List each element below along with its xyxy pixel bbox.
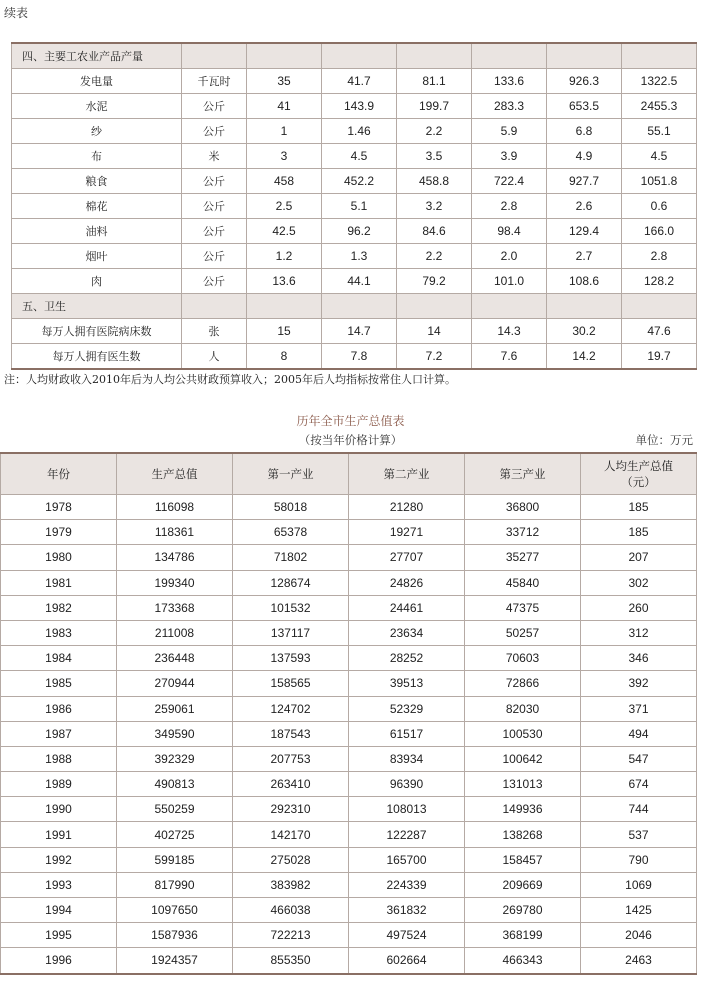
value-cell: 926.3 — [547, 69, 622, 94]
value-cell: 1425 — [581, 898, 697, 923]
value-cell: 537 — [581, 822, 697, 847]
value-cell: 2.5 — [247, 194, 322, 219]
value-cell: 3.9 — [472, 144, 547, 169]
value-cell: 28252 — [349, 646, 465, 671]
year-cell: 1993 — [1, 872, 117, 897]
value-cell: 96390 — [349, 772, 465, 797]
table-row — [12, 319, 697, 344]
value-cell: 128674 — [233, 570, 349, 595]
value-cell: 44.1 — [322, 269, 397, 294]
value-cell: 855350 — [233, 948, 349, 974]
value-cell: 497524 — [349, 923, 465, 948]
value-cell: 14.2 — [547, 344, 622, 370]
value-cell: 45840 — [465, 570, 581, 595]
year-cell: 1987 — [1, 721, 117, 746]
value-cell: 2.6 — [547, 194, 622, 219]
year-cell: 1980 — [1, 545, 117, 570]
value-cell: 722.4 — [472, 169, 547, 194]
value-cell — [472, 43, 547, 69]
value-cell: 402725 — [117, 822, 233, 847]
value-cell — [247, 294, 322, 319]
section-row — [12, 294, 697, 319]
value-cell: 224339 — [349, 872, 465, 897]
unit-cell: 公斤 — [182, 244, 247, 269]
gdp-history-table — [0, 452, 697, 975]
value-cell: 133.6 — [472, 69, 547, 94]
value-cell: 599185 — [117, 847, 233, 872]
value-cell — [547, 294, 622, 319]
value-cell: 158565 — [233, 671, 349, 696]
table-row — [1, 545, 697, 570]
value-cell: 21280 — [349, 495, 465, 520]
value-cell: 24826 — [349, 570, 465, 595]
table-row — [1, 620, 697, 645]
value-cell: 124702 — [233, 696, 349, 721]
table-row — [12, 219, 697, 244]
value-cell: 96.2 — [322, 219, 397, 244]
value-cell — [547, 43, 622, 69]
table-row — [1, 872, 697, 897]
value-cell: 7.6 — [472, 344, 547, 370]
value-cell: 199340 — [117, 570, 233, 595]
item-name: 布 — [12, 144, 182, 169]
table-row — [1, 847, 697, 872]
value-cell: 1.3 — [322, 244, 397, 269]
unit-cell: 千瓦时 — [182, 69, 247, 94]
table-row — [12, 344, 697, 370]
value-cell: 84.6 — [397, 219, 472, 244]
value-cell: 14 — [397, 319, 472, 344]
value-cell: 346 — [581, 646, 697, 671]
item-name: 粮食 — [12, 169, 182, 194]
year-cell: 1991 — [1, 822, 117, 847]
value-cell: 61517 — [349, 721, 465, 746]
value-cell: 15 — [247, 319, 322, 344]
value-cell — [322, 43, 397, 69]
value-cell — [622, 43, 697, 69]
year-cell: 1984 — [1, 646, 117, 671]
column-header: 年份 — [1, 453, 117, 495]
table-row — [1, 797, 697, 822]
value-cell: 19.7 — [622, 344, 697, 370]
value-cell: 101.0 — [472, 269, 547, 294]
value-cell: 207753 — [233, 746, 349, 771]
value-cell: 42.5 — [247, 219, 322, 244]
value-cell: 458 — [247, 169, 322, 194]
value-cell: 70603 — [465, 646, 581, 671]
value-cell: 108.6 — [547, 269, 622, 294]
value-cell: 79.2 — [397, 269, 472, 294]
table-row — [1, 822, 697, 847]
value-cell: 41 — [247, 94, 322, 119]
value-cell: 368199 — [465, 923, 581, 948]
value-cell: 101532 — [233, 595, 349, 620]
unit-cell — [182, 294, 247, 319]
value-cell: 122287 — [349, 822, 465, 847]
value-cell: 269780 — [465, 898, 581, 923]
gdp-table-subtitle: （按当年价格计算） — [298, 433, 403, 447]
unit-cell: 公斤 — [182, 194, 247, 219]
value-cell: 452.2 — [322, 169, 397, 194]
value-cell: 35277 — [465, 545, 581, 570]
year-cell: 1990 — [1, 797, 117, 822]
value-cell: 547 — [581, 746, 697, 771]
value-cell: 30.2 — [547, 319, 622, 344]
value-cell: 1.2 — [247, 244, 322, 269]
value-cell: 36800 — [465, 495, 581, 520]
value-cell: 185 — [581, 495, 697, 520]
item-name: 水泥 — [12, 94, 182, 119]
value-cell: 392329 — [117, 746, 233, 771]
value-cell: 1587936 — [117, 923, 233, 948]
value-cell: 83934 — [349, 746, 465, 771]
value-cell — [397, 294, 472, 319]
value-cell: 19271 — [349, 520, 465, 545]
value-cell: 1 — [247, 119, 322, 144]
table-row — [12, 169, 697, 194]
product-output-table — [11, 42, 697, 370]
value-cell: 817990 — [117, 872, 233, 897]
unit-cell: 人 — [182, 344, 247, 370]
value-cell: 312 — [581, 620, 697, 645]
value-cell: 47375 — [465, 595, 581, 620]
value-cell: 292310 — [233, 797, 349, 822]
column-header: 第一产业 — [233, 453, 349, 495]
value-cell: 1322.5 — [622, 69, 697, 94]
value-cell: 466343 — [465, 948, 581, 974]
value-cell: 207 — [581, 545, 697, 570]
table-row — [1, 923, 697, 948]
value-cell: 165700 — [349, 847, 465, 872]
value-cell: 361832 — [349, 898, 465, 923]
year-cell: 1985 — [1, 671, 117, 696]
value-cell: 39513 — [349, 671, 465, 696]
value-cell — [397, 43, 472, 69]
value-cell: 0.6 — [622, 194, 697, 219]
column-header: 第二产业 — [349, 453, 465, 495]
section-title: 四、主要工农业产品产量 — [12, 43, 182, 69]
value-cell: 722213 — [233, 923, 349, 948]
table-row — [12, 144, 697, 169]
value-cell: 50257 — [465, 620, 581, 645]
value-cell: 4.9 — [547, 144, 622, 169]
value-cell: 129.4 — [547, 219, 622, 244]
item-name: 发电量 — [12, 69, 182, 94]
value-cell: 4.5 — [322, 144, 397, 169]
value-cell: 3.2 — [397, 194, 472, 219]
unit-cell: 公斤 — [182, 219, 247, 244]
year-cell: 1995 — [1, 923, 117, 948]
column-header: 第三产业 — [465, 453, 581, 495]
value-cell: 137593 — [233, 646, 349, 671]
value-cell: 199.7 — [397, 94, 472, 119]
value-cell: 1069 — [581, 872, 697, 897]
item-name: 每万人拥有医生数 — [12, 344, 182, 370]
value-cell: 118361 — [117, 520, 233, 545]
value-cell: 466038 — [233, 898, 349, 923]
year-cell: 1983 — [1, 620, 117, 645]
section-title: 五、卫生 — [12, 294, 182, 319]
value-cell: 58018 — [233, 495, 349, 520]
table-row — [1, 520, 697, 545]
item-name: 油料 — [12, 219, 182, 244]
table-row — [1, 595, 697, 620]
value-cell: 674 — [581, 772, 697, 797]
value-cell: 2.8 — [622, 244, 697, 269]
value-cell: 2.7 — [547, 244, 622, 269]
year-cell: 1992 — [1, 847, 117, 872]
value-cell: 383982 — [233, 872, 349, 897]
value-cell: 3.5 — [397, 144, 472, 169]
year-cell: 1982 — [1, 595, 117, 620]
table-row — [12, 94, 697, 119]
value-cell: 100642 — [465, 746, 581, 771]
table-row — [12, 194, 697, 219]
value-cell: 2.0 — [472, 244, 547, 269]
value-cell: 134786 — [117, 545, 233, 570]
value-cell — [322, 294, 397, 319]
value-cell: 302 — [581, 570, 697, 595]
column-header: 生产总值 — [117, 453, 233, 495]
value-cell: 209669 — [465, 872, 581, 897]
year-cell: 1996 — [1, 948, 117, 974]
item-name: 每万人拥有医院病床数 — [12, 319, 182, 344]
value-cell: 166.0 — [622, 219, 697, 244]
value-cell: 137117 — [233, 620, 349, 645]
item-name: 烟叶 — [12, 244, 182, 269]
value-cell: 128.2 — [622, 269, 697, 294]
value-cell: 4.5 — [622, 144, 697, 169]
value-cell: 2.8 — [472, 194, 547, 219]
value-cell: 5.9 — [472, 119, 547, 144]
table-row — [1, 898, 697, 923]
unit-cell: 张 — [182, 319, 247, 344]
value-cell: 2.2 — [397, 244, 472, 269]
table-row — [1, 746, 697, 771]
value-cell: 82030 — [465, 696, 581, 721]
value-cell: 1051.8 — [622, 169, 697, 194]
value-cell — [472, 294, 547, 319]
gdp-table-title: 历年全市生产总值表 — [296, 414, 405, 428]
value-cell: 2455.3 — [622, 94, 697, 119]
value-cell: 143.9 — [322, 94, 397, 119]
year-cell: 1978 — [1, 495, 117, 520]
value-cell: 2046 — [581, 923, 697, 948]
year-cell: 1994 — [1, 898, 117, 923]
item-name: 纱 — [12, 119, 182, 144]
table-row — [1, 671, 697, 696]
value-cell: 5.1 — [322, 194, 397, 219]
value-cell: 72866 — [465, 671, 581, 696]
continued-label: 续表 — [4, 6, 29, 20]
unit-cell: 公斤 — [182, 94, 247, 119]
year-cell: 1988 — [1, 746, 117, 771]
value-cell: 211008 — [117, 620, 233, 645]
table-row — [1, 721, 697, 746]
value-cell: 131013 — [465, 772, 581, 797]
table-row — [12, 69, 697, 94]
value-cell: 458.8 — [397, 169, 472, 194]
value-cell: 2.2 — [397, 119, 472, 144]
value-cell: 8 — [247, 344, 322, 370]
value-cell: 490813 — [117, 772, 233, 797]
table-row — [12, 269, 697, 294]
table-row — [1, 495, 697, 520]
section-row — [12, 43, 697, 69]
value-cell: 602664 — [349, 948, 465, 974]
value-cell: 108013 — [349, 797, 465, 822]
value-cell: 149936 — [465, 797, 581, 822]
value-cell: 7.8 — [322, 344, 397, 370]
value-cell: 65378 — [233, 520, 349, 545]
unit-cell: 公斤 — [182, 119, 247, 144]
value-cell: 71802 — [233, 545, 349, 570]
value-cell: 24461 — [349, 595, 465, 620]
value-cell: 13.6 — [247, 269, 322, 294]
value-cell: 2463 — [581, 948, 697, 974]
unit-cell: 公斤 — [182, 169, 247, 194]
year-cell: 1981 — [1, 570, 117, 595]
value-cell: 35 — [247, 69, 322, 94]
value-cell: 236448 — [117, 646, 233, 671]
value-cell: 187543 — [233, 721, 349, 746]
column-header: 人均生产总值 （元） — [581, 453, 697, 495]
footnote: 注：人均财政收入2010年后为人均公共财政预算收入；2005年后人均指标按常住人口计算。 — [4, 373, 456, 386]
table-row — [1, 948, 697, 974]
value-cell — [622, 294, 697, 319]
value-cell: 349590 — [117, 721, 233, 746]
value-cell: 33712 — [465, 520, 581, 545]
value-cell: 260 — [581, 595, 697, 620]
value-cell: 41.7 — [322, 69, 397, 94]
value-cell: 98.4 — [472, 219, 547, 244]
value-cell: 158457 — [465, 847, 581, 872]
value-cell: 23634 — [349, 620, 465, 645]
value-cell: 14.3 — [472, 319, 547, 344]
value-cell: 275028 — [233, 847, 349, 872]
value-cell: 55.1 — [622, 119, 697, 144]
value-cell: 185 — [581, 520, 697, 545]
value-cell: 371 — [581, 696, 697, 721]
value-cell: 27707 — [349, 545, 465, 570]
value-cell: 494 — [581, 721, 697, 746]
value-cell: 1097650 — [117, 898, 233, 923]
table-row — [1, 646, 697, 671]
table-row — [1, 772, 697, 797]
value-cell: 653.5 — [547, 94, 622, 119]
value-cell: 6.8 — [547, 119, 622, 144]
value-cell: 142170 — [233, 822, 349, 847]
item-name: 肉 — [12, 269, 182, 294]
table-row — [12, 244, 697, 269]
value-cell: 270944 — [117, 671, 233, 696]
value-cell: 283.3 — [472, 94, 547, 119]
value-cell: 790 — [581, 847, 697, 872]
value-cell: 1924357 — [117, 948, 233, 974]
table-row — [12, 119, 697, 144]
value-cell: 100530 — [465, 721, 581, 746]
item-name: 棉花 — [12, 194, 182, 219]
year-cell: 1986 — [1, 696, 117, 721]
value-cell: 14.7 — [322, 319, 397, 344]
value-cell: 392 — [581, 671, 697, 696]
table-row — [1, 570, 697, 595]
value-cell: 52329 — [349, 696, 465, 721]
table-header-row — [1, 453, 697, 495]
gdp-table-unit: 单位：万元 — [635, 433, 693, 447]
value-cell: 927.7 — [547, 169, 622, 194]
value-cell: 3 — [247, 144, 322, 169]
value-cell: 47.6 — [622, 319, 697, 344]
value-cell — [247, 43, 322, 69]
value-cell: 263410 — [233, 772, 349, 797]
value-cell: 744 — [581, 797, 697, 822]
value-cell: 259061 — [117, 696, 233, 721]
unit-cell — [182, 43, 247, 69]
year-cell: 1979 — [1, 520, 117, 545]
year-cell: 1989 — [1, 772, 117, 797]
table-row — [1, 696, 697, 721]
value-cell: 81.1 — [397, 69, 472, 94]
value-cell: 550259 — [117, 797, 233, 822]
unit-cell: 米 — [182, 144, 247, 169]
value-cell: 138268 — [465, 822, 581, 847]
value-cell: 173368 — [117, 595, 233, 620]
value-cell: 7.2 — [397, 344, 472, 370]
value-cell: 1.46 — [322, 119, 397, 144]
value-cell: 116098 — [117, 495, 233, 520]
unit-cell: 公斤 — [182, 269, 247, 294]
